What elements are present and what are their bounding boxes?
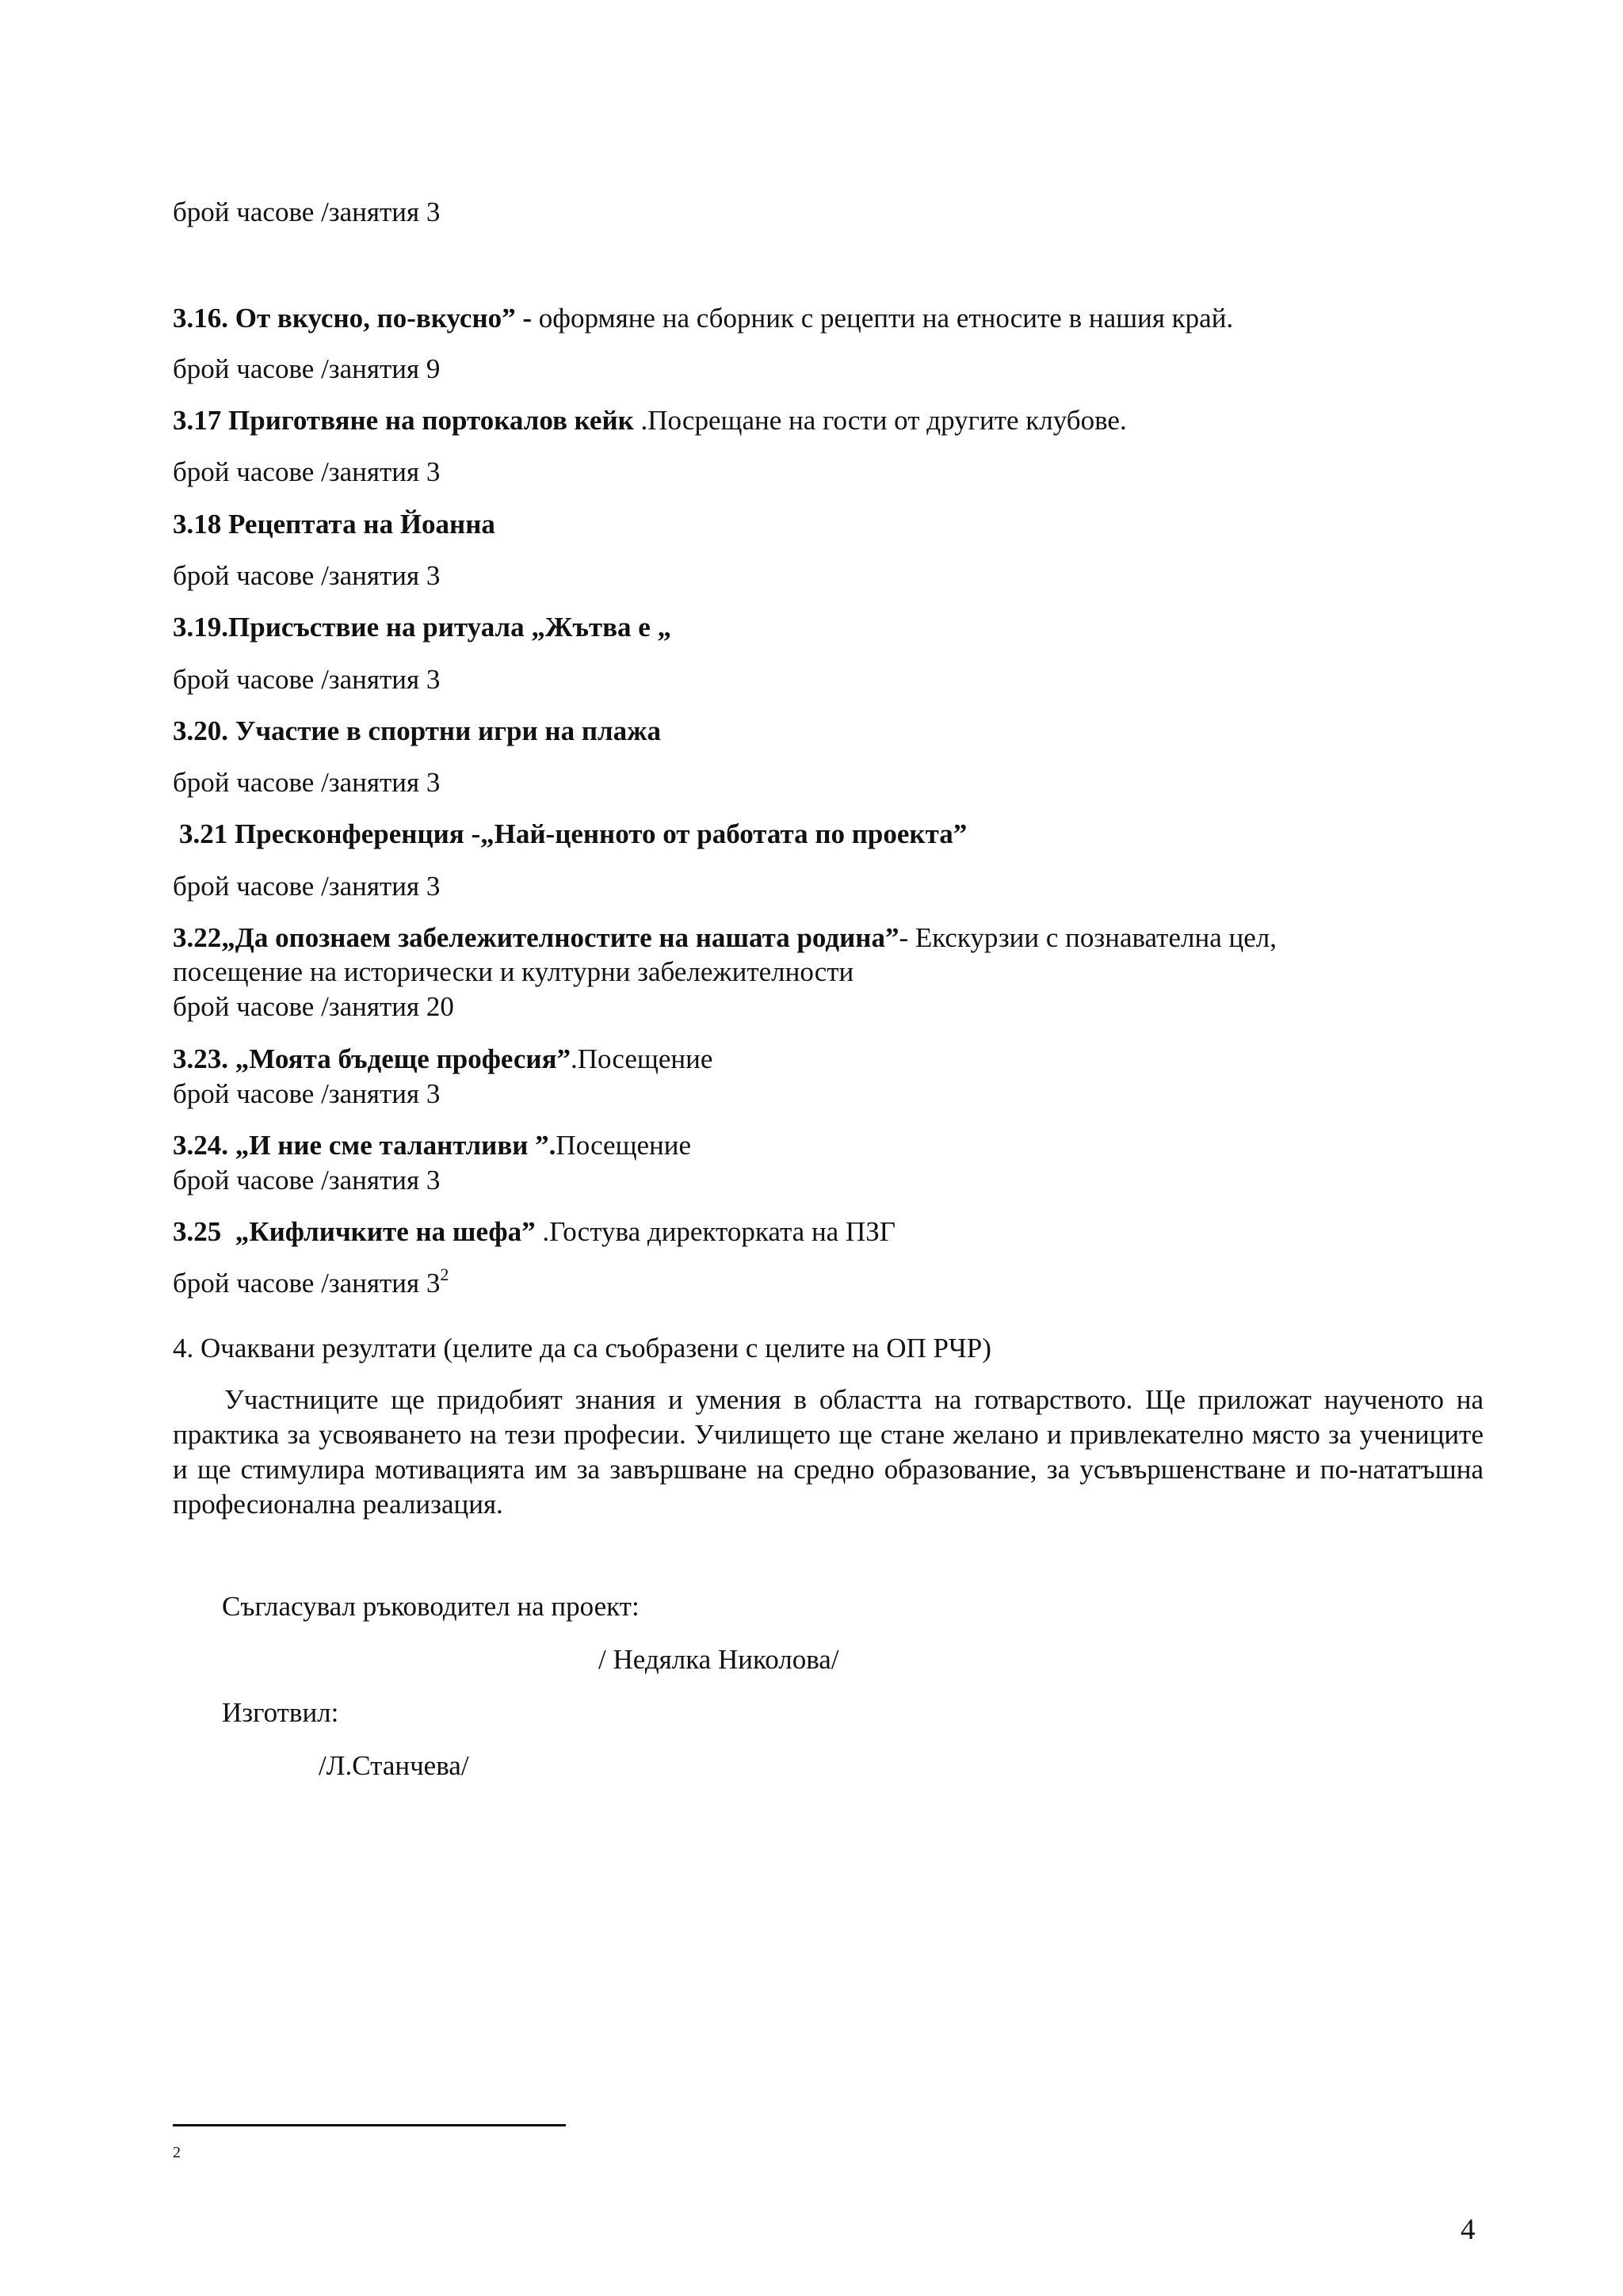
- activity-item: [173, 509, 495, 540]
- footnote-number: 2: [173, 2144, 181, 2161]
- hours-line: брой часове /занятия 20: [173, 991, 454, 1022]
- hours-line: брой часове /занятия 3: [173, 1078, 441, 1109]
- prepared-name: /Л.Станчева/: [319, 1750, 469, 1781]
- activity-item: [173, 715, 661, 747]
- activity-description: .Гостува директорката на ПЗГ: [535, 1216, 896, 1247]
- activity-number: 3.24.: [173, 1130, 228, 1161]
- approved-label: Съгласувал ръководител на проект:: [222, 1591, 640, 1622]
- activity-number: 3.22: [173, 922, 222, 953]
- activity-title: Присъствие на ритуала „Жътва е „: [228, 612, 672, 643]
- activity-number: 3.21: [179, 818, 228, 849]
- activity-item: [173, 922, 1277, 954]
- activity-item: [173, 405, 1127, 437]
- activity-title: „Моята бъдеще професия”: [235, 1043, 571, 1074]
- activity-description: Посещение: [556, 1130, 692, 1161]
- activity-description-continued: посещение на исторически и културни забележителности: [173, 956, 854, 987]
- hours-text: брой часове /занятия 3: [173, 1268, 441, 1299]
- activity-item: [173, 1216, 896, 1248]
- activity-description: .Посещение: [571, 1043, 713, 1074]
- approved-name: / Недялка Николова/: [598, 1644, 839, 1675]
- hours-line: брой часове /занятия 3: [173, 767, 441, 798]
- results-text: Участниците ще придобият знания и умения в областта на готварството. Ще приложат наученото на практика за усвояването на тези професии. Училището ще стане желано и привлекателно място за учениците и ще стимулира мотивацията им за завършване на средно образование, за усъвършенстване и по-нататъшна професионална реализация.: [173, 1384, 1484, 1520]
- activity-title: „Да опознаем забележителностите на нашата родина”: [221, 922, 899, 953]
- activity-item: [179, 818, 967, 850]
- hours-line: брой часове /занятия 3: [173, 196, 441, 227]
- activity-title: „И ние сме талантливи ”.: [235, 1130, 556, 1161]
- hours-line: брой часове /занятия 3: [173, 1165, 441, 1196]
- activity-number: 3.20.: [173, 715, 228, 746]
- activity-item: [173, 612, 671, 643]
- hours-line: брой часове /занятия 3: [173, 664, 441, 695]
- activity-title: Приготвяне на портокалов кейк: [228, 405, 634, 436]
- activity-number: 3.23.: [173, 1043, 228, 1074]
- hours-line: брой часове /занятия 3: [173, 560, 441, 591]
- activity-item: [173, 303, 1233, 334]
- footnote-separator: [173, 2124, 566, 2126]
- activity-description: - Екскурзии с познавателна цел,: [899, 922, 1277, 953]
- section-heading: 4. Очаквани резултати (целите да са съобразени с целите на ОП РЧР): [173, 1333, 991, 1363]
- hours-line: брой часове /занятия 3: [173, 871, 441, 902]
- hours-line: [173, 1264, 449, 1299]
- activity-title: От вкусно, по-вкусно” -: [235, 303, 533, 334]
- activity-item: [173, 1130, 691, 1161]
- activity-description: .Посрещане на гости от другите клубове.: [633, 405, 1127, 436]
- hours-line: брой часове /занятия 3: [173, 456, 441, 487]
- activity-item: [173, 1043, 712, 1075]
- footnote-reference[interactable]: 2: [440, 1264, 449, 1285]
- activity-title: Рецептата на Йоанна: [228, 509, 495, 540]
- activity-title: Участие в спортни игри на плажа: [235, 715, 662, 746]
- hours-line: брой часове /занятия 9: [173, 353, 441, 384]
- prepared-label: Изготвил:: [222, 1697, 339, 1728]
- activity-number: 3.18: [173, 509, 222, 540]
- activity-number: 3.16.: [173, 303, 228, 334]
- results-paragraph: [173, 1383, 1484, 1522]
- activity-title: „Кифличките на шефа”: [235, 1216, 536, 1247]
- page-number: 4: [1461, 2214, 1476, 2246]
- activity-number: 3.25: [173, 1216, 222, 1247]
- activity-number: 3.19.: [173, 612, 228, 643]
- activity-description: оформяне на сборник с рецепти на етносите в нашия край.: [532, 303, 1234, 334]
- activity-number: 3.17: [173, 405, 222, 436]
- activity-title: Пресконференция -„Най-ценното от работата по проекта”: [235, 818, 968, 849]
